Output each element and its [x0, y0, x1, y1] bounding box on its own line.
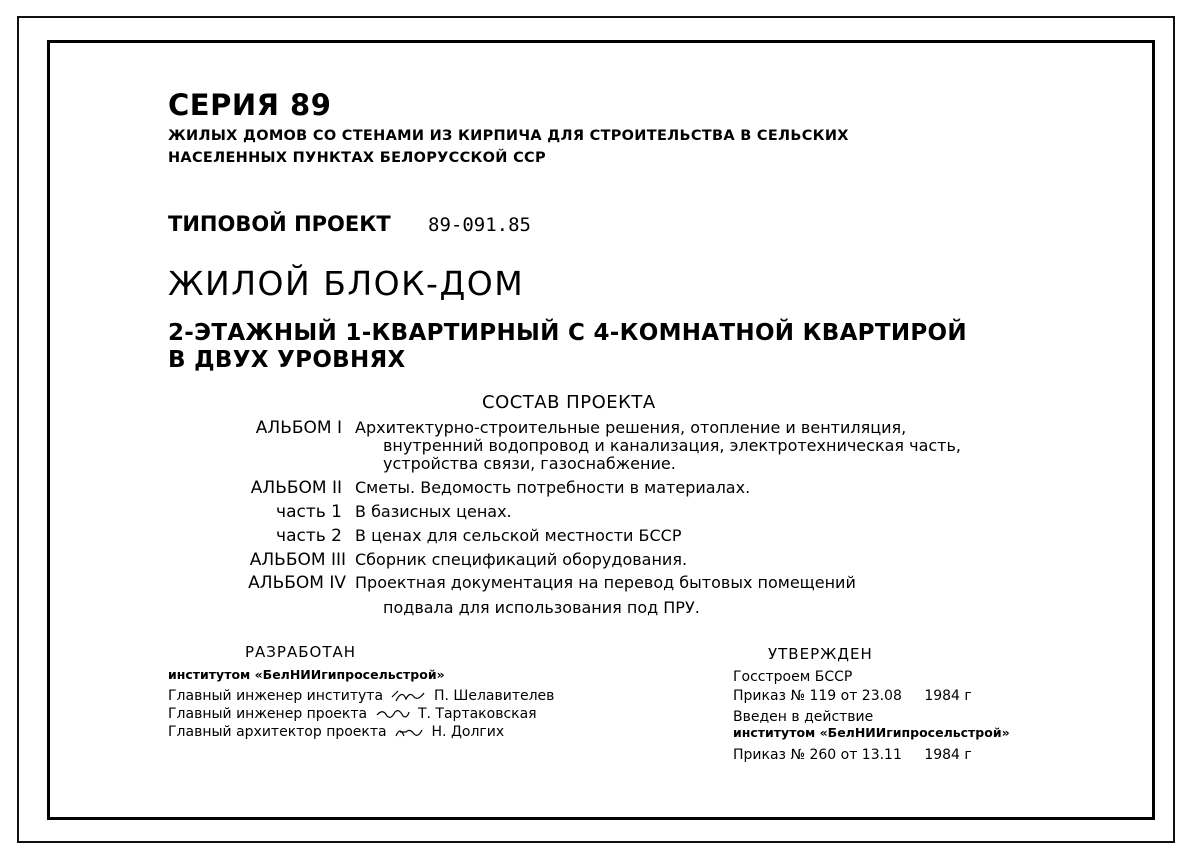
- album1-label: АЛЬБОМ I: [255, 418, 342, 438]
- chief-engineer-project-name: Т. Тартаковская: [417, 706, 537, 722]
- approval-authority: Госстроем БССР: [733, 669, 853, 685]
- signature-image: [390, 687, 426, 705]
- subtitle-line1: 2-ЭТАЖНЫЙ 1-КВАРТИРНЫЙ С 4-КОМНАТНОЙ КВАРТИРОЙ: [168, 320, 967, 346]
- chief-architect-name: Н. Долгих: [431, 724, 505, 740]
- signature-image: [375, 706, 411, 722]
- album3-label: АЛЬБОМ III: [249, 550, 346, 570]
- order2-year: 1984 г: [924, 747, 972, 763]
- part2-text: В ценах для сельской местности БССР: [355, 526, 682, 545]
- subtitle-line2: В ДВУХ УРОВНЯХ: [168, 347, 406, 373]
- enacted-by: институтом «БелНИИгипросельстрой»: [733, 725, 1010, 740]
- enacted-label: Введен в действие: [733, 709, 874, 725]
- developed-heading: РАЗРАБОТАН: [245, 643, 357, 661]
- album1-line3: устройства связи, газоснабжение.: [383, 454, 676, 473]
- chief-architect-role: Главный архитектор проекта: [168, 724, 387, 740]
- chief-architect-row: [168, 724, 504, 740]
- series-description-line2: НАСЕЛЕННЫХ ПУНКТАХ БЕЛОРУССКОЙ ССР: [168, 150, 546, 166]
- chief-engineer-institute-role: Главный инженер института: [168, 688, 384, 704]
- album2-label: АЛЬБОМ II: [250, 478, 342, 498]
- part1-label: часть 1: [276, 502, 342, 522]
- order1-year: 1984 г: [924, 688, 972, 704]
- chief-engineer-institute-row: [168, 687, 554, 705]
- order1-row: [733, 688, 972, 704]
- series-title: СЕРИЯ 89: [168, 88, 332, 122]
- album4-line1: Проектная документация на перевод бытовых помещений: [355, 573, 856, 592]
- approved-heading: УТВЕРЖДЕН: [768, 645, 873, 663]
- series-description-line1: ЖИЛЫХ ДОМОВ СО СТЕНАМИ ИЗ КИРПИЧА ДЛЯ СТРОИТЕЛЬСТВА В СЕЛЬСКИХ: [168, 128, 849, 144]
- project-label: ТИПОВОЙ ПРОЕКТ: [168, 212, 391, 236]
- developer-institute: институтом «БелНИИгипросельстрой»: [168, 667, 445, 682]
- order1-text: Приказ № 119 от 23.08: [733, 688, 902, 704]
- chief-engineer-project-role: Главный инженер проекта: [168, 706, 368, 722]
- chief-engineer-project-row: [168, 706, 537, 722]
- order2-text: Приказ № 260 от 13.11: [733, 747, 902, 763]
- part2-label: часть 2: [276, 526, 342, 546]
- order2-row: [733, 747, 972, 763]
- album1-line1: Архитектурно-строительные решения, отопление и вентиляция,: [355, 418, 907, 437]
- signature-image: [394, 724, 424, 740]
- album3-text: Сборник спецификаций оборудования.: [355, 550, 688, 569]
- page-title: ЖИЛОЙ БЛОК-ДОМ: [168, 264, 525, 303]
- chief-engineer-institute-name: П. Шелавителев: [433, 688, 555, 704]
- album4-label: АЛЬБОМ IV: [248, 573, 346, 593]
- composition-title: СОСТАВ ПРОЕКТА: [482, 392, 656, 413]
- album1-line2: внутренний водопровод и канализация, электротехническая часть,: [383, 436, 962, 455]
- album4-line2: подвала для использования под ПРУ.: [383, 598, 700, 617]
- album2-text: Сметы. Ведомость потребности в материалах.: [355, 478, 751, 497]
- project-number: 89-091.85: [428, 214, 531, 236]
- part1-text: В базисных ценах.: [355, 502, 512, 521]
